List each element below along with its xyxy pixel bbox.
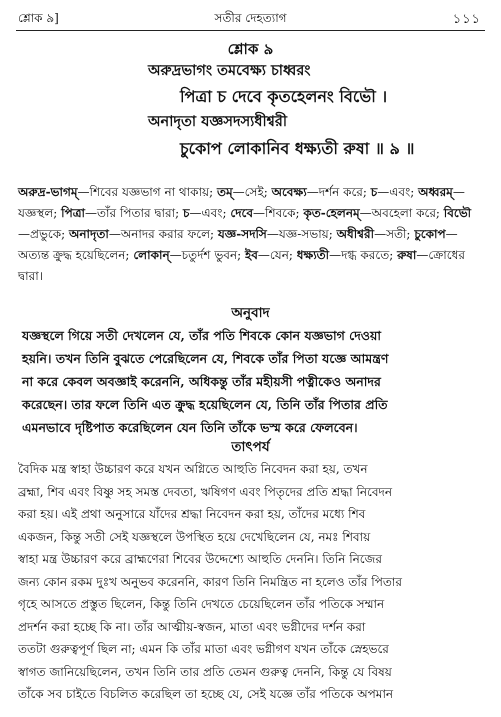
synonym-word: অধীশ্বরী — [336, 227, 375, 241]
verse-line: অনাদৃতা যজ্ঞসদস্যধীশ্বরী — [148, 113, 288, 130]
verse-line: পিত্রা চ দেবে কৃতহেলনং বিভৌ । — [180, 87, 388, 106]
purport-line: স্বাগত জানিয়েছিলেন, তখন তিনি তার প্রতি তেমন গুরুত্ব দেননি, কিন্তু যে বিষয় — [18, 664, 392, 679]
synonym-word: অরুদ্র-ভাগম্ — [18, 185, 78, 199]
synonym-meaning: অবহেলা করে; — [371, 206, 440, 220]
synonym-meaning: শিবকে; — [265, 206, 300, 220]
header-rule — [16, 30, 485, 31]
translation-line: এমনভাবে দৃষ্টিপাত করেছিলেন যেন তিনি তাঁকে ভস্ম করে ফেলবেন। — [22, 420, 358, 435]
synonym-meaning: তাঁর পিতার দ্বারা; — [97, 206, 180, 220]
synonym-meaning: অত্যন্ত ক্রুদ্ধ হয়েছিলেন; — [18, 248, 130, 262]
synonym-meaning: অনাদর করার ফলে; — [120, 227, 215, 241]
synonym-word: অধ্বরম্ — [418, 185, 453, 199]
purport-heading: তাৎপর্য — [231, 439, 270, 455]
page-number: ১১১ — [452, 12, 481, 27]
synonym-meaning: দর্শন করে; — [318, 185, 367, 199]
purport-line: তাঁকে সব চাইতে বিচলিত করেছিল তা হচ্ছে যে, সেই যজ্ঞে তাঁর পতিকে অপমান — [18, 687, 394, 701]
purport-line: ব্রহ্মা, শিব এবং বিষ্ণু সহ সমস্ত দেবতা, ঋষিগণ এবং পিতৃদের প্রতি শ্রদ্ধা নিবেদন — [18, 484, 393, 499]
purport-text — [18, 458, 483, 706]
purport-line: বৈদিক মন্ত্র স্বাহা উচ্চারণ করে যখন অগ্নিতে আহুতি নিবেদন করা হয়, তখন — [18, 462, 368, 476]
synonym-word: ধক্ষ্যতী — [296, 248, 330, 262]
synonym-meaning: এবং; — [389, 185, 415, 199]
synonym-word: রুষা — [397, 248, 417, 262]
synonym-word: চ — [370, 185, 378, 199]
verse-line: অরুদ্রভাগং তমবেক্ষ্য চাধ্বরং — [148, 62, 311, 79]
purport-line: ততটা গুরুত্বপূর্ণ ছিল না; এমন কি তাঁর মাতা এবং ভগ্নীগণ যখন তাঁকে স্নেহভরে — [18, 642, 389, 656]
synonym-word: অবেক্ষ্য — [271, 185, 307, 199]
translation-line: হয়নি। তখন তিনি বুঝতে পেরেছিলেন যে, শিবকে তাঁর পিতা যজ্ঞে আমন্ত্রণ — [22, 351, 389, 366]
synonym-meaning: শিবের যজ্ঞভাগ না থাকায়; — [89, 185, 214, 199]
translation-text — [18, 324, 483, 439]
synonym-meaning: ক্রোধের দ্বারা। — [18, 248, 465, 283]
synonym-meaning: যেন; — [269, 248, 293, 262]
synonym-word: বিভৌ — [443, 206, 472, 220]
synonym-word: দেবে — [230, 206, 254, 220]
synonym-word: কৃত-হেলনম্ — [303, 206, 360, 220]
synonym-meaning: যজ্ঞস্থল; — [18, 206, 58, 220]
synonym-word: পিত্রা — [61, 206, 86, 220]
synonym-meaning: এবং; — [201, 206, 227, 220]
synonym-meaning: সেই; — [244, 185, 268, 199]
purport-line: একজন, কিন্তু সতী সেই যজ্ঞস্থলে উপস্থিত হয়ে দেখেছিলেন যে, নমঃ শিবায় — [18, 529, 371, 544]
synonym-meaning: যজ্ঞ-সভায়; — [278, 227, 333, 241]
synonym-word: লোকান্ — [133, 248, 170, 262]
purport-line: জন্য কোন রকম দুঃখ অনুভব করেননি, কারণ তিনি নিমন্ত্রিত না হলেও তাঁর পিতার — [18, 574, 402, 589]
verse-line: চুকোপ লোকানিব ধক্ষ্যতী রুষা ॥ ৯ ॥ — [180, 139, 415, 158]
synonym-word: যজ্ঞ-সদসি — [217, 227, 267, 241]
purport-line: প্রদর্শন করা হচ্ছে কি না। তাঁর আত্মীয়-স্বজন, মাতা এবং ভগ্নীদের দর্শন করা — [18, 619, 366, 634]
purport-line: করা হয়। এই প্রথা অনুসারে যাঁদের শ্রদ্ধা নিবেদন করা হয়, তাঁদের মধ্যে শিব — [18, 507, 366, 521]
synonym-word: অনাদৃতা — [69, 227, 109, 241]
purport-line: স্বাহা মন্ত্র উচ্চারণ করে ব্রাহ্মণেরা শিবের উদ্দেশ্যে আহুতি দেননি। তিনি নিজের — [18, 552, 382, 566]
translation-heading: অনুবাদ — [231, 305, 270, 321]
synonym-meaning: সতী; — [386, 227, 411, 241]
running-header-chapter: সতীর দেহত্যাগ — [214, 11, 287, 25]
purport-line: গৃহে আসতে প্রস্তুত ছিলেন, কিন্তু তিনি দেখতে চেয়েছিলেন তাঁর পতিকে সম্মান — [18, 597, 385, 611]
translation-line: যজ্ঞস্থলে গিয়ে সতী দেখলেন যে, তাঁর পতি শিবকে কোন যজ্ঞভাগ দেওয়া — [22, 328, 381, 343]
synonym-meaning: চতুর্দশ ভুবন; — [181, 248, 242, 262]
synonym-meaning: দগ্ধ করতে; — [341, 248, 394, 262]
word-for-word-synonyms: অরুদ্র-ভাগম্—শিবের যজ্ঞভাগ না থাকায়; তম্—সেই; অবেক্ষ্য—দর্শন করে; চ—এবং; অধ্বরম্—যজ্ঞস্থল; পিত্রা—তাঁর পিতার দ্বারা; চ—এবং; দেবে—শিবকে; কৃত-হেলনম্—অবহেলা করে; বিভৌ—প্রভুকে; অনাদৃতা—অনাদর করার ফলে; যজ্ঞ-সদসি—যজ্ঞ-সভায়; অধীশ্বরী—সতী; চুকোপ—অত্যন্ত ক্রুদ্ধ হয়েছিলেন; লোকান্—চতুর্দশ ভুবন; ইব—যেন; ধক্ষ্যতী—দগ্ধ করতে; রুষা—ক্রোধের দ্বারা। — [18, 185, 472, 283]
verse-title: শ্লোক ৯ — [227, 40, 274, 58]
running-header-verse: শ্লোক ৯] — [18, 11, 59, 25]
synonym-meaning: প্রভুকে; — [30, 227, 66, 241]
synonym-word: তম্ — [217, 185, 233, 199]
synonym-word: চ — [183, 206, 190, 220]
synonym-word: ইব — [245, 248, 258, 262]
translation-line: করেছেন। তার ফলে তিনি এত ক্রুদ্ধ হয়েছিলেন যে, তিনি তাঁর পিতার প্রতি — [22, 397, 388, 412]
translation-line: না করে কেবল অবজ্ঞাই করেননি, অধিকন্তু তাঁর মহীয়সী পত্নীকেও অনাদর — [22, 374, 381, 389]
synonym-word: চুকোপ — [414, 227, 446, 241]
